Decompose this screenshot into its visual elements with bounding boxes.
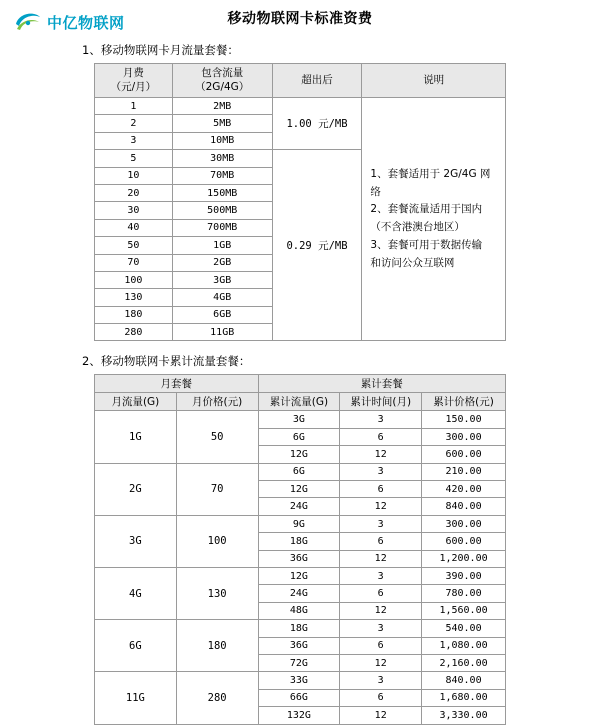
cell-monthly-fee: 50	[95, 237, 173, 254]
cell-cumulative-price: 150.00	[422, 411, 506, 428]
table-row	[95, 672, 506, 689]
cell-cumulative-data: 36G	[258, 550, 340, 567]
cell-cumulative-months: 3	[340, 620, 422, 637]
cell-cumulative-months: 6	[340, 481, 422, 498]
col-header-monthly-fee-line2: （元/月）	[110, 80, 157, 93]
col-header-monthly-data: 月流量(G)	[95, 393, 177, 411]
cell-cumulative-months: 6	[340, 637, 422, 654]
cell-cumulative-data: 6G	[258, 428, 340, 445]
cell-monthly-data: 4G	[95, 567, 177, 619]
monthly-data-plan-table	[94, 63, 506, 341]
cell-cumulative-months: 3	[340, 515, 422, 532]
cell-cumulative-data: 132G	[258, 707, 340, 724]
cell-cumulative-data: 33G	[258, 672, 340, 689]
cell-cumulative-months: 12	[340, 498, 422, 515]
col-header-monthly-fee	[95, 64, 173, 98]
cell-cumulative-months: 6	[340, 585, 422, 602]
table-row	[95, 98, 506, 115]
brand-logo	[14, 8, 125, 36]
cell-cumulative-price: 1,560.00	[422, 602, 506, 619]
cell-cumulative-months: 3	[340, 463, 422, 480]
col-header-overage: 超出后	[272, 64, 362, 98]
table-header-row	[95, 393, 506, 411]
cell-cumulative-price: 600.00	[422, 533, 506, 550]
cell-cumulative-months: 3	[340, 567, 422, 584]
note-line: 3、套餐可用于数据传输	[370, 239, 483, 252]
cell-overage-rate-tier2: 0.29 元/MB	[272, 150, 362, 341]
cell-cumulative-data: 12G	[258, 446, 340, 463]
col-header-included-data-line1: 包含流量	[201, 67, 244, 80]
cell-cumulative-months: 3	[340, 672, 422, 689]
cell-monthly-price: 130	[176, 567, 258, 619]
cell-cumulative-data: 18G	[258, 533, 340, 550]
cell-cumulative-price: 420.00	[422, 481, 506, 498]
cell-cumulative-data: 72G	[258, 654, 340, 671]
cumulative-data-plan-table	[94, 374, 506, 724]
col-header-cumulative-data: 累计流量(G)	[258, 393, 340, 411]
cell-included-data: 5MB	[172, 115, 272, 132]
col-header-included-data-line2: （2G/4G）	[195, 80, 250, 93]
cell-included-data: 2MB	[172, 98, 272, 115]
table-row	[95, 411, 506, 428]
table-row	[95, 620, 506, 637]
cell-cumulative-price: 2,160.00	[422, 654, 506, 671]
cell-overage-rate-tier1: 1.00 元/MB	[272, 98, 362, 150]
cell-cumulative-months: 6	[340, 689, 422, 706]
cell-monthly-fee: 30	[95, 202, 173, 219]
cell-monthly-fee: 2	[95, 115, 173, 132]
note-line: 2、套餐流量适用于国内	[370, 203, 483, 216]
cell-cumulative-price: 1,680.00	[422, 689, 506, 706]
cell-cumulative-data: 9G	[258, 515, 340, 532]
cell-cumulative-months: 12	[340, 602, 422, 619]
cell-monthly-data: 1G	[95, 411, 177, 463]
cell-monthly-fee: 3	[95, 132, 173, 149]
cell-cumulative-months: 12	[340, 550, 422, 567]
cell-included-data: 3GB	[172, 271, 272, 288]
cell-monthly-fee: 1	[95, 98, 173, 115]
cell-cumulative-data: 3G	[258, 411, 340, 428]
col-header-monthly-price: 月价格(元)	[176, 393, 258, 411]
section-1-heading: 1、移动物联网卡月流量套餐：	[82, 43, 239, 57]
cell-cumulative-data: 6G	[258, 463, 340, 480]
cell-included-data: 4GB	[172, 289, 272, 306]
table-group-header-row	[95, 375, 506, 393]
cell-cumulative-months: 6	[340, 533, 422, 550]
cell-cumulative-months: 12	[340, 654, 422, 671]
cell-monthly-price: 280	[176, 672, 258, 724]
cell-included-data: 150MB	[172, 184, 272, 201]
cell-cumulative-months: 3	[340, 411, 422, 428]
cell-monthly-fee: 130	[95, 289, 173, 306]
cell-monthly-price: 70	[176, 463, 258, 515]
swoosh-logo-icon	[14, 8, 42, 36]
cell-cumulative-price: 1,080.00	[422, 637, 506, 654]
table-row	[95, 515, 506, 532]
cell-included-data: 2GB	[172, 254, 272, 271]
cell-monthly-fee: 280	[95, 324, 173, 341]
cell-cumulative-months: 12	[340, 446, 422, 463]
col-header-cumulative-price: 累计价格(元)	[422, 393, 506, 411]
cell-monthly-fee: 100	[95, 271, 173, 288]
note-line: （不含港澳台地区）	[370, 221, 465, 234]
cell-cumulative-price: 300.00	[422, 515, 506, 532]
table-row	[95, 567, 506, 584]
cell-monthly-data: 3G	[95, 515, 177, 567]
cell-included-data: 6GB	[172, 306, 272, 323]
cell-monthly-fee: 20	[95, 184, 173, 201]
cell-monthly-data: 2G	[95, 463, 177, 515]
cell-cumulative-data: 12G	[258, 567, 340, 584]
group-header-cumulative-plan: 累计套餐	[258, 375, 505, 393]
brand-name: 中亿物联网	[47, 13, 125, 32]
cell-included-data: 1GB	[172, 237, 272, 254]
note-line: 1、套餐适用于 2G/4G 网络	[370, 167, 491, 198]
cell-cumulative-data: 48G	[258, 602, 340, 619]
cell-cumulative-price: 540.00	[422, 620, 506, 637]
cell-cumulative-data: 24G	[258, 498, 340, 515]
cell-monthly-fee: 70	[95, 254, 173, 271]
page-title: 移动物联网卡标准资费	[227, 11, 373, 27]
cell-included-data: 700MB	[172, 219, 272, 236]
cell-included-data: 500MB	[172, 202, 272, 219]
cell-cumulative-data: 24G	[258, 585, 340, 602]
cell-monthly-data: 6G	[95, 620, 177, 672]
col-header-notes: 说明	[362, 64, 506, 98]
cell-cumulative-months: 12	[340, 707, 422, 724]
cell-cumulative-data: 66G	[258, 689, 340, 706]
section-2-heading: 2、移动物联网卡累计流量套餐：	[82, 354, 251, 369]
cell-included-data: 10MB	[172, 132, 272, 149]
cell-cumulative-price: 840.00	[422, 498, 506, 515]
table-row	[95, 463, 506, 480]
cell-cumulative-data: 36G	[258, 637, 340, 654]
cell-cumulative-price: 210.00	[422, 463, 506, 480]
cell-monthly-fee: 180	[95, 306, 173, 323]
group-header-monthly-plan: 月套餐	[95, 375, 259, 393]
col-header-cumulative-months: 累计时间(月)	[340, 393, 422, 411]
cell-monthly-fee: 40	[95, 219, 173, 236]
cell-monthly-fee: 5	[95, 150, 173, 167]
cell-monthly-data: 11G	[95, 672, 177, 724]
col-header-monthly-fee-line1: 月费	[122, 67, 144, 80]
cell-cumulative-price: 300.00	[422, 428, 506, 445]
cell-cumulative-data: 12G	[258, 481, 340, 498]
cell-monthly-price: 180	[176, 620, 258, 672]
cell-monthly-price: 100	[176, 515, 258, 567]
cell-included-data: 11GB	[172, 324, 272, 341]
cell-notes	[362, 98, 506, 341]
cell-cumulative-price: 3,330.00	[422, 707, 506, 724]
cell-cumulative-price: 840.00	[422, 672, 506, 689]
cell-included-data: 30MB	[172, 150, 272, 167]
col-header-included-data	[172, 64, 272, 98]
cell-included-data: 70MB	[172, 167, 272, 184]
cell-cumulative-price: 600.00	[422, 446, 506, 463]
cell-monthly-price: 50	[176, 411, 258, 463]
cell-cumulative-price: 780.00	[422, 585, 506, 602]
cell-monthly-fee: 10	[95, 167, 173, 184]
cell-cumulative-data: 18G	[258, 620, 340, 637]
table-header-row	[95, 64, 506, 98]
cell-cumulative-price: 1,200.00	[422, 550, 506, 567]
cell-cumulative-price: 390.00	[422, 567, 506, 584]
cell-cumulative-months: 6	[340, 428, 422, 445]
note-line: 和访问公众互联网	[370, 256, 455, 269]
